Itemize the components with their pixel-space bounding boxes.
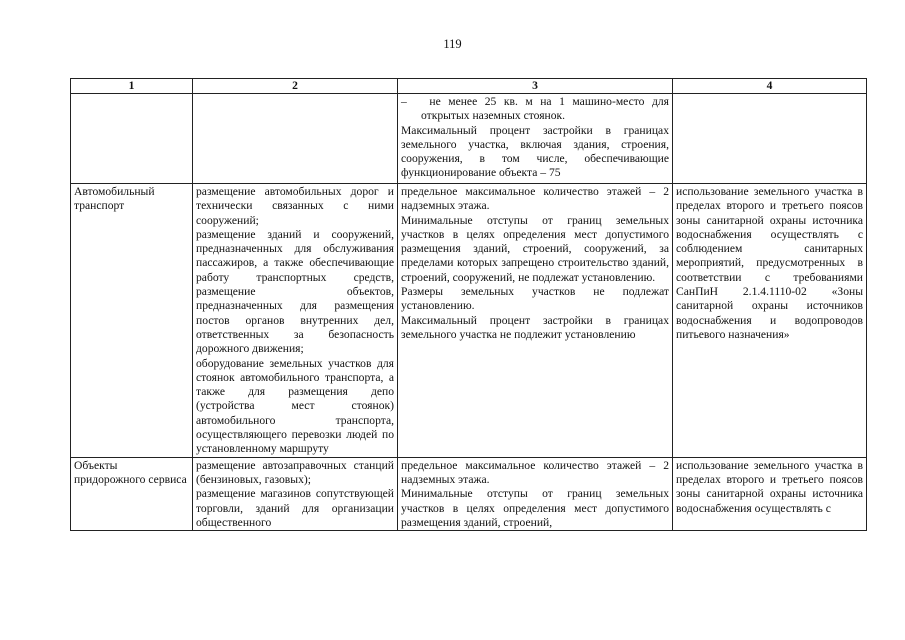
build-percentage-text: Максимальный процент застройки в границах земельного участка, включая здания, строения, сооружения, в том числе, обеспечивающие функционирование объекта – 75 bbox=[401, 123, 669, 180]
table-row bbox=[71, 457, 867, 530]
parameter-text: Минимальные отступы от границ земельных участков в целях определения мест допустимого размещения зданий, строений, сооружений, за пределами которых запрещено строительство зданий, строений, сооружений, не подлежат установлению. bbox=[401, 213, 669, 284]
parameter-text: Размеры земельных участков не подлежат установлению. bbox=[401, 285, 669, 313]
row-3-col-3-cell bbox=[398, 457, 673, 530]
column-header-2: 2 bbox=[193, 79, 398, 94]
row-2-col-2-cell bbox=[193, 184, 398, 458]
row-1-col-3-cell bbox=[398, 94, 673, 184]
use-type-name: Объекты придорожного сервиса bbox=[74, 458, 187, 486]
table-row bbox=[71, 184, 867, 458]
permitted-use-text: оборудование земельных участков для стоянок автомобильного транспорта, а также для размещения депо (устройства мест стоянок) автомобильного транспорта, осуществляющего перевозки людей по установленному маршруту bbox=[196, 356, 394, 456]
row-2-col-3-cell bbox=[398, 184, 673, 458]
row-1-col-4-cell bbox=[673, 94, 867, 184]
row-3-col-4-cell bbox=[673, 457, 867, 530]
permitted-use-text: размещение магазинов сопутствующей торговли, зданий для организации общественного bbox=[196, 487, 394, 529]
parameter-text: Максимальный процент застройки в границах земельного участка не подлежит установлению bbox=[401, 313, 669, 341]
row-3-col-2-cell bbox=[193, 457, 398, 530]
parameter-text: предельное максимальное количество этажей – 2 надземных этажа. bbox=[401, 458, 669, 486]
permitted-use-text: размещение автомобильных дорог и технически связанных с ними сооружений; bbox=[196, 185, 394, 227]
row-3-col-1-cell bbox=[71, 457, 193, 530]
column-header-3: 3 bbox=[398, 79, 673, 94]
restriction-text: использование земельного участка в пределах второго и третьего поясов зоны санитарной охраны источника водоснабжения осуществлять с bbox=[676, 458, 863, 515]
column-header-1: 1 bbox=[71, 79, 193, 94]
table-header-row bbox=[71, 79, 867, 94]
zoning-regulations-table bbox=[70, 78, 867, 531]
table-row bbox=[71, 94, 867, 184]
parameter-text: предельное максимальное количество этажей – 2 надземных этажа. bbox=[401, 185, 669, 213]
column-header-4: 4 bbox=[673, 79, 867, 94]
use-type-name: Автомобильный транспорт bbox=[74, 185, 155, 213]
restriction-text: использование земельного участка в пределах второго и третьего поясов зоны санитарной охраны источника водоснабжения осуществлять с соблюдением санитарных мероприятий, предусмотренных в соответствии с требованиями СанПиН 2.1.4.1110-02 «Зоны санитарной охраны источников водоснабжения и водопроводов питьевого назначения» bbox=[676, 185, 863, 341]
list-item: – не менее 25 кв. м на 1 машино-место для открытых наземных стоянок. bbox=[401, 95, 669, 123]
permitted-use-text: размещение зданий и сооружений, предназначенных для обслуживания пассажиров, а также обеспечивающие работу транспортных средств, размещение объектов, предназначенных для размещения постов органов внутренних дел, ответственных за безопасность дорожного движения; bbox=[196, 227, 394, 356]
row-1-col-2-cell bbox=[193, 94, 398, 184]
row-1-col-1-cell bbox=[71, 94, 193, 184]
parameter-text: Минимальные отступы от границ земельных участков в целях определения мест допустимого размещения зданий, строений, bbox=[401, 487, 669, 529]
row-2-col-4-cell bbox=[673, 184, 867, 458]
page-number: 119 bbox=[443, 37, 462, 51]
parking-area-requirement: не менее 25 кв. м на 1 машино-место для открытых наземных стоянок. bbox=[421, 95, 669, 123]
row-2-col-1-cell bbox=[71, 184, 193, 458]
permitted-use-text: размещение автозаправочных станций (бензиновых, газовых); bbox=[196, 458, 394, 486]
